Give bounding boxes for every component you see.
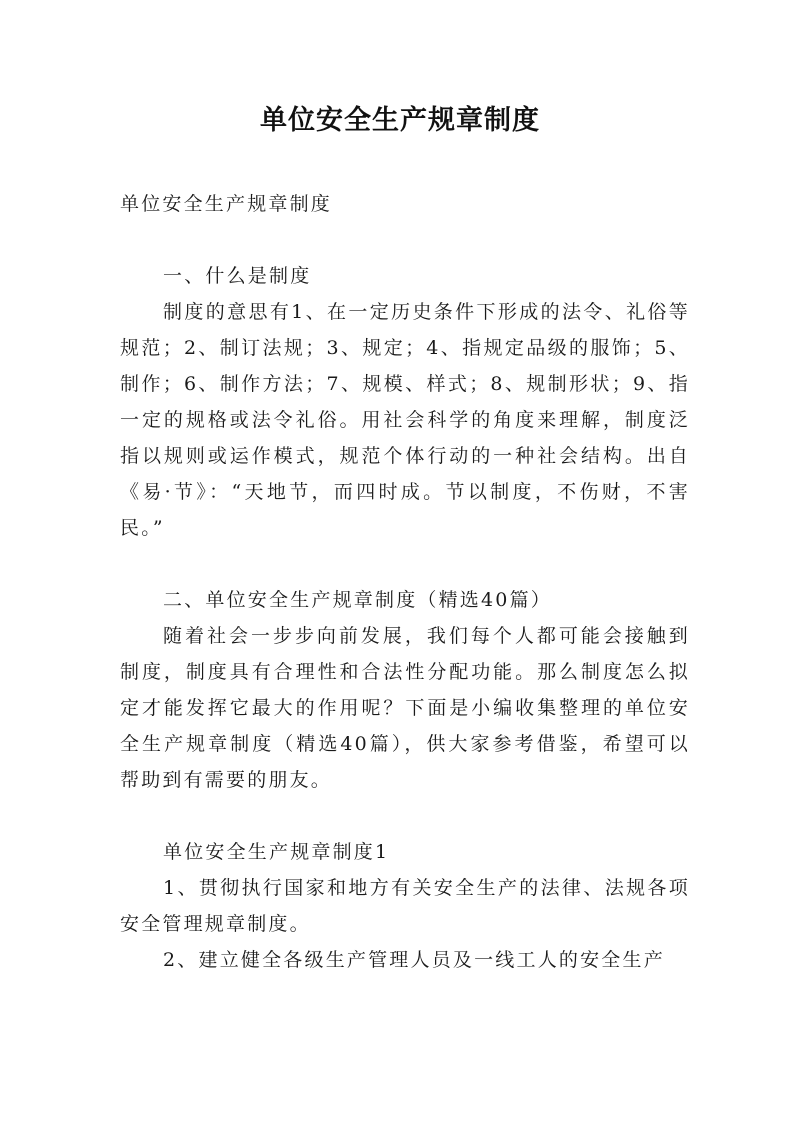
document-title: 单位安全生产规章制度 [260,105,540,136]
spacer [120,546,690,582]
spacer [120,798,690,834]
section-heading: 二、单位安全生产规章制度（精选40篇） [163,589,552,611]
spacer [120,222,690,258]
list-item: 1、贯彻执行国家和地方有关安全生产的法律、法规各项安全管理规章制度。 [120,877,690,935]
section-heading: 单位安全生产规章制度1 [163,841,390,863]
list-item: 2、建立健全各级生产管理人员及一线工人的安全生产 [163,949,665,971]
document-subtitle: 单位安全生产规章制度 [120,193,333,215]
section-paragraph: 制度的意思有1、在一定历史条件下形成的法令、礼俗等规范；2、制订法规；3、规定；4、指规定品级的服饰；5、制作；6、制作方法；7、规模、样式；8、规制形状；9、指一定的规格或法令礼俗。用社会科学的角度来理解，制度泛指以规则或运作模式，规范个体行动的一种社会结构。出自 《易·节》：“天地节，而四时成。节以制度，不伤财，不害民。” [120,301,690,539]
section-paragraph: 随着社会一步步向前发展，我们每个人都可能会接触到制度，制度具有合理性和合法性分配功能。那么制度怎么拟定才能发挥它最大的作用呢？下面是小编收集整理的单位安全生产规章制度（精选40篇），供大家参考借鉴，希望可以帮助到有需要的朋友。 [120,625,690,791]
document-body [120,186,690,978]
section-heading: 一、什么是制度 [163,265,312,287]
